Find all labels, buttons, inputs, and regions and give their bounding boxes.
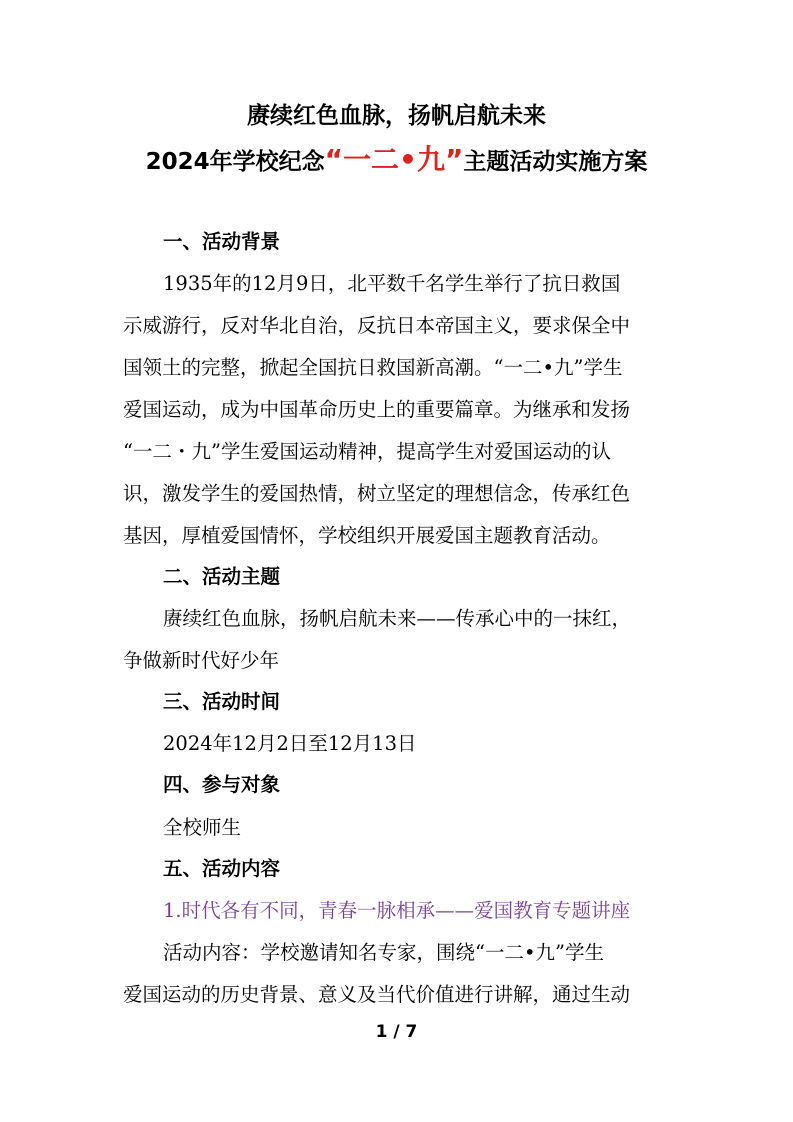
paragraph-line: “一二・九”学生爱国运动精神，提高学生对爱国运动的认 bbox=[123, 440, 611, 463]
paragraph-line: 基因，厚植爱国情怀，学校组织开展爱国主题教育活动。 bbox=[123, 524, 611, 547]
document-title-line2 bbox=[0, 145, 793, 177]
document-title-line1: 赓续红色血脉，扬帆启航未来 bbox=[247, 103, 546, 129]
subsection-heading: 1.时代各有不同，青春一脉相承——爱国教育专题讲座 bbox=[163, 899, 631, 922]
paragraph-line: 2024年12月2日至12月13日 bbox=[163, 732, 417, 755]
section-heading-time: 三、活动时间 bbox=[163, 690, 281, 713]
paragraph-line: 全校师生 bbox=[163, 816, 242, 839]
page-number: 1 / 7 bbox=[375, 1022, 418, 1042]
paragraph-line: 活动内容：学校邀请知名专家，围绕“一二•九”学生 bbox=[163, 941, 604, 964]
section-heading-participants: 四、参与对象 bbox=[163, 773, 281, 796]
title-suffix: 主题活动实施方案 bbox=[463, 149, 648, 175]
paragraph-line: 争做新时代好少年 bbox=[123, 649, 280, 672]
title-quote: “一二•九” bbox=[324, 143, 464, 176]
section-heading-theme: 二、活动主题 bbox=[163, 565, 281, 588]
paragraph-line: 示威游行，反对华北自治，反抗日本帝国主义，要求保全中 bbox=[123, 314, 631, 337]
section-heading-content: 五、活动内容 bbox=[163, 857, 281, 880]
title-prefix: 2024年学校纪念 bbox=[145, 149, 325, 175]
section-heading-background: 一、活动背景 bbox=[163, 230, 281, 253]
paragraph-line: 赓续红色血脉，扬帆启航未来——传承心中的一抹红， bbox=[163, 607, 632, 630]
paragraph-line: 国领土的完整，掀起全国抗日救国新高潮。“一二•九”学生 bbox=[123, 356, 623, 379]
paragraph-line: 爱国运动的历史背景、意义及当代价值进行讲解，通过生动 bbox=[123, 983, 631, 1006]
paragraph-line: 爱国运动，成为中国革命历史上的重要篇章。为继承和发扬 bbox=[123, 398, 631, 421]
paragraph-line: 识，激发学生的爱国热情，树立坚定的理想信念，传承红色 bbox=[123, 482, 631, 505]
paragraph-line: 1935年的12月9日，北平数千名学生举行了抗日救国 bbox=[163, 272, 621, 295]
